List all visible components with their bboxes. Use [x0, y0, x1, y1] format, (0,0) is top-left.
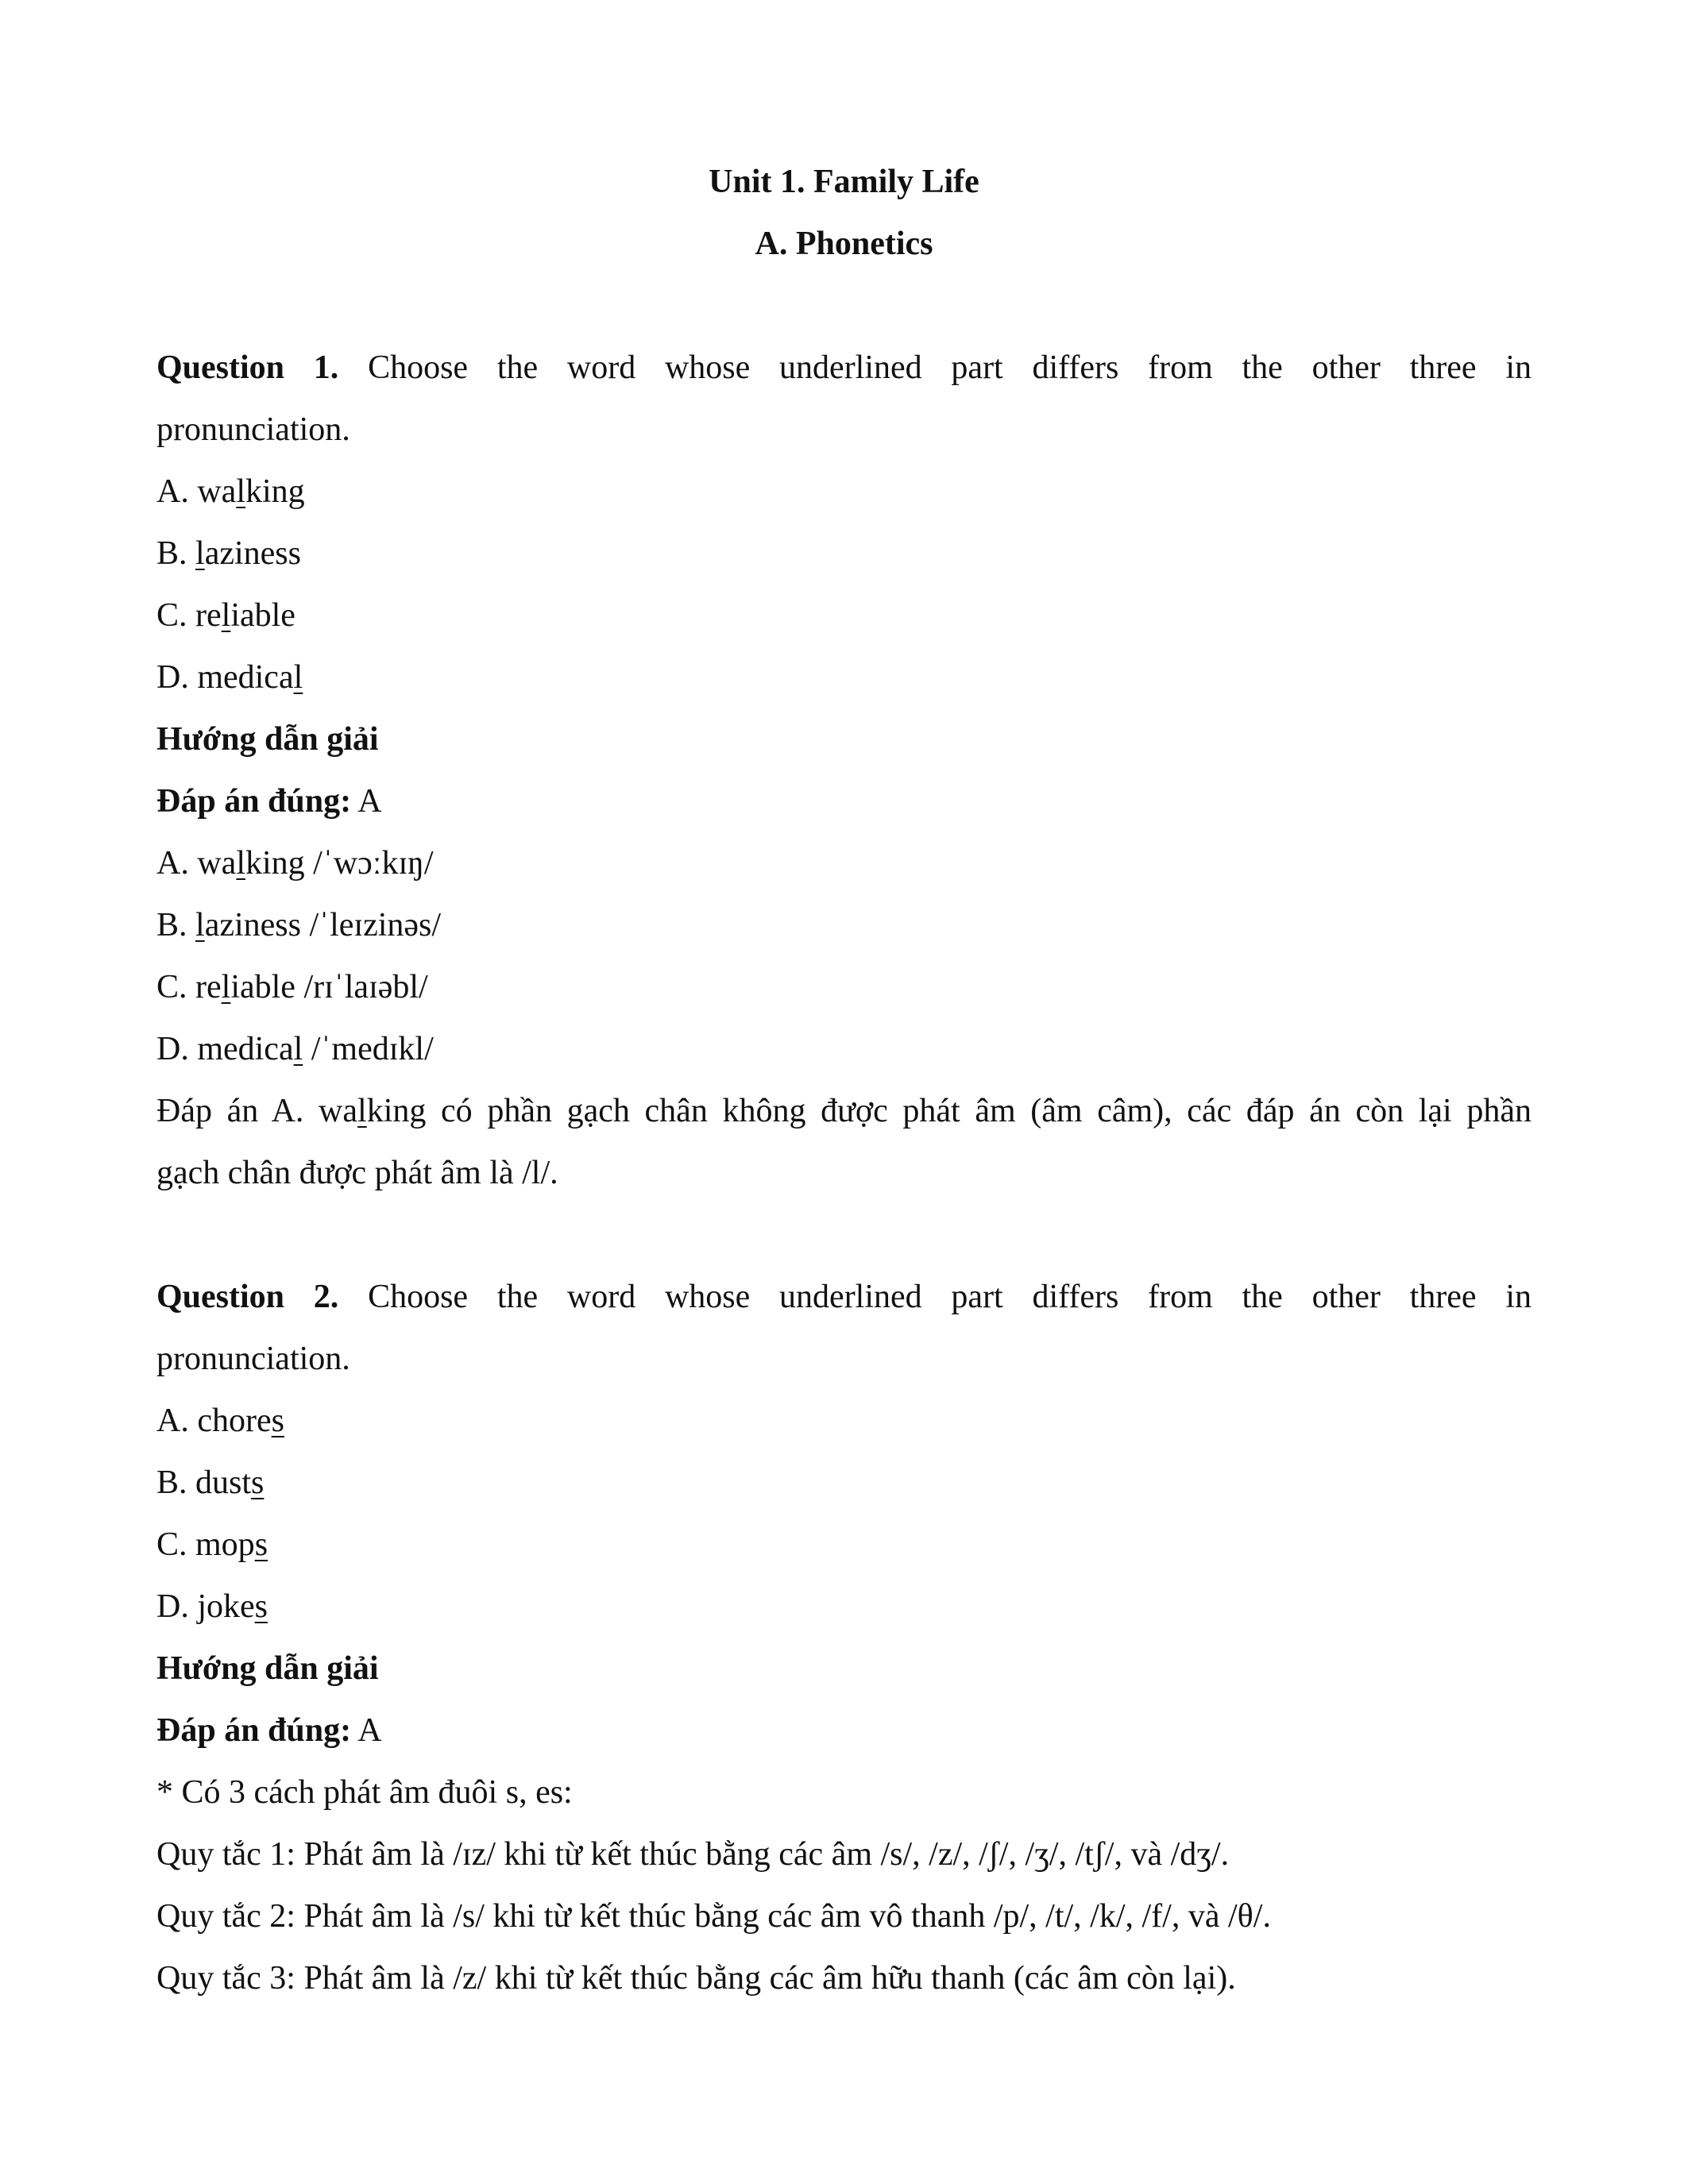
- q1-explanation-d: D. medical /ˈmedɪkl/: [156, 1031, 434, 1067]
- question-1-prompt-continued: pronunciation.: [156, 411, 350, 448]
- question-1-prompt-text: Choose the word whose underlined part differs from the other three in: [368, 349, 1532, 386]
- q2-option-a: A. chores: [156, 1403, 284, 1439]
- q2-option-b: B. dusts: [156, 1464, 265, 1501]
- q1-explanation-b: B. laziness /ˈleɪzinəs/: [156, 907, 442, 943]
- q2-note-intro: * Có 3 cách phát âm đuôi s, es:: [156, 1774, 573, 1811]
- question-1-prompt: [156, 337, 1532, 399]
- underlined-part: l: [195, 907, 205, 943]
- q1-option-c: C. reliable: [156, 597, 295, 634]
- underlined-part: l: [221, 597, 231, 634]
- document-title: Unit 1. Family Life: [709, 164, 979, 200]
- q1-option-d: D. medical: [156, 659, 303, 696]
- section-heading: A. Phonetics: [755, 226, 933, 262]
- question-2-prompt-continued: pronunciation.: [156, 1341, 350, 1377]
- q1-answer: [156, 770, 1532, 832]
- q1-conclusion-continued: gạch chân được phát âm là /l/.: [156, 1155, 558, 1191]
- q1-explanation-a: A. walking /ˈwɔːkɪŋ/: [156, 845, 434, 882]
- document-page: [156, 151, 1532, 2009]
- answer-value: A: [351, 783, 382, 820]
- question-2-label: Question 2.: [156, 1279, 339, 1315]
- underlined-part: s: [254, 1588, 268, 1625]
- question-2-prompt: [156, 1266, 1532, 1328]
- underlined-part: l: [293, 659, 303, 696]
- q2-guide-heading: Hướng dẫn giải: [156, 1650, 379, 1687]
- underlined-part: l: [221, 969, 231, 1005]
- answer-label: Đáp án đúng:: [156, 783, 352, 820]
- answer-value: A: [351, 1712, 382, 1749]
- spacer: [156, 1204, 1532, 1266]
- answer-label: Đáp án đúng:: [156, 1712, 352, 1749]
- q2-option-c: C. mops: [156, 1526, 268, 1563]
- spacer: [156, 275, 1532, 337]
- q1-conclusion: Đáp án A. walking có phần gạch chân không được phát âm (âm câm), các đáp án còn lại phần: [156, 1093, 1532, 1129]
- q2-rule-3: Quy tắc 3: Phát âm là /z/ khi từ kết thúc bằng các âm hữu thanh (các âm còn lại).: [156, 1960, 1236, 1997]
- underlined-part: s: [251, 1464, 265, 1501]
- q1-explanation-c: C. reliable /rɪˈlaɪəbl/: [156, 969, 428, 1005]
- underlined-part: l: [236, 473, 245, 510]
- underlined-part: s: [271, 1403, 284, 1439]
- underlined-part: l: [236, 845, 245, 882]
- underlined-part: l: [195, 535, 205, 572]
- underlined-part: s: [254, 1526, 268, 1563]
- q1-option-a: A. walking: [156, 473, 305, 510]
- underlined-part: l: [357, 1093, 367, 1129]
- q1-guide-heading: Hướng dẫn giải: [156, 721, 379, 758]
- q2-answer: [156, 1700, 1532, 1761]
- q2-rule-1: Quy tắc 1: Phát âm là /ɪz/ khi từ kết thúc bằng các âm /s/, /z/, /ʃ/, /ʒ/, /tʃ/, và /dʒ/.: [156, 1836, 1230, 1873]
- q2-option-d: D. jokes: [156, 1588, 268, 1625]
- question-1-label: Question 1.: [156, 349, 339, 386]
- question-2-prompt-text: Choose the word whose underlined part differs from the other three in: [368, 1279, 1532, 1315]
- underlined-part: l: [293, 1031, 303, 1067]
- q1-option-b: B. laziness: [156, 535, 301, 572]
- q2-rule-2: Quy tắc 2: Phát âm là /s/ khi từ kết thúc bằng các âm vô thanh /p/, /t/, /k/, /f/, và /θ/.: [156, 1898, 1271, 1935]
